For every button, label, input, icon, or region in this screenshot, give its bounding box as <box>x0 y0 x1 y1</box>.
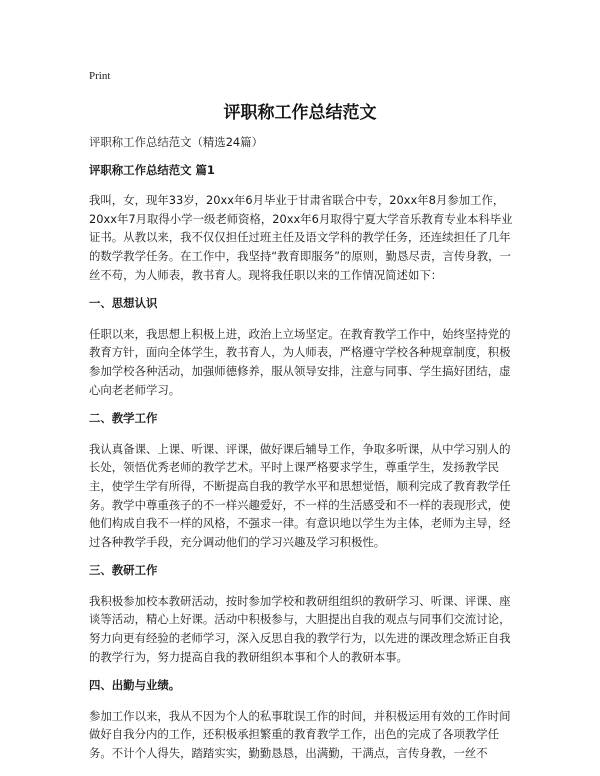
document-body <box>89 133 513 773</box>
print-link[interactable]: Print <box>89 70 111 82</box>
section-body-attendance: 参加工作以来，我从不因为个人的私事耽误工作的时间，并积极运用有效的工作时间做好自我分内的工作，还积极承担繁重的教育教学工作，出色的完成了各项教学任务。不计个人得失，踏踏实实，勤勤恳恳，出满勤，干满点，言传身教，一丝不 <box>89 708 511 761</box>
article-heading: 评职称工作总结范文 篇1 <box>89 162 215 177</box>
intro-paragraph: 我叫，女，现年33岁，20xx年6月毕业于甘肃省联合中专，20xx年8月参加工作，20xx年7月取得小学一级老师资格，20xx年6月取得宁夏大学音乐教育专业本科毕业证书。从教以来，我不仅仅担任过班主任及语文学科的教学任务，还连续担任了几年的数学教学任务。在工作中，我坚持“教育即服务”的原则，勤恳尽责，言传身教，一丝不苟，为人师表，教书育人。现将我任职以来的工作情况简述如下： <box>89 193 513 282</box>
section-heading-thought: 一、思想认识 <box>89 296 158 311</box>
section-heading-attendance: 四、出勤与业绩。 <box>89 678 181 693</box>
section-body-teaching: 我认真备课、上课、听课、评课，做好课后辅导工作，争取多听课，从中学习别人的长处，领悟优秀老师的教学艺术。平时上课严格要求学生，尊重学生，发扬教学民主，使学生学有所得，不断提高自我的教学水平和思想觉悟，顺利完成了教育教学任务。教学中尊重孩子的不一样兴趣爱好，不一样的生活感受和不一样的表现形式，使他们构成自我不一样的风格，不强求一律。有意识地以学生为主体，老师为主导，经过各种教学手段，充分调动他们的学习兴趣及学习积极性。 <box>89 441 511 549</box>
section-heading-teaching: 二、教学工作 <box>89 411 158 426</box>
section-body-thought: 任职以来，我思想上积极上进，政治上立场坚定。在教育教学工作中，始终坚持党的教育方针，面向全体学生，教书育人，为人师表，严格遵守学校各种规章制度，积极参加学校各种活动，加强师德修养，服从领导安排，注意与同事、学生搞好团结，虚心向老老师学习。 <box>89 326 511 397</box>
section-body-research: 我积极参加校本教研活动，按时参加学校和教研组组织的教研学习、听课、评课、座谈等活动，精心上好课。活动中积极参与，大胆提出自我的观点与同事们交流讨论，努力向更有经验的老师学习，深入反思自我的教学行为，以先进的课改理念矫正自我的教学行为，努力提高自我的教研组织本事和个人的教研本事。 <box>89 593 511 664</box>
section-heading-research: 三、教研工作 <box>89 563 158 578</box>
document-subtitle: 评职称工作总结范文（精选24篇） <box>89 135 263 149</box>
page-title: 评职称工作总结范文 <box>223 103 377 123</box>
